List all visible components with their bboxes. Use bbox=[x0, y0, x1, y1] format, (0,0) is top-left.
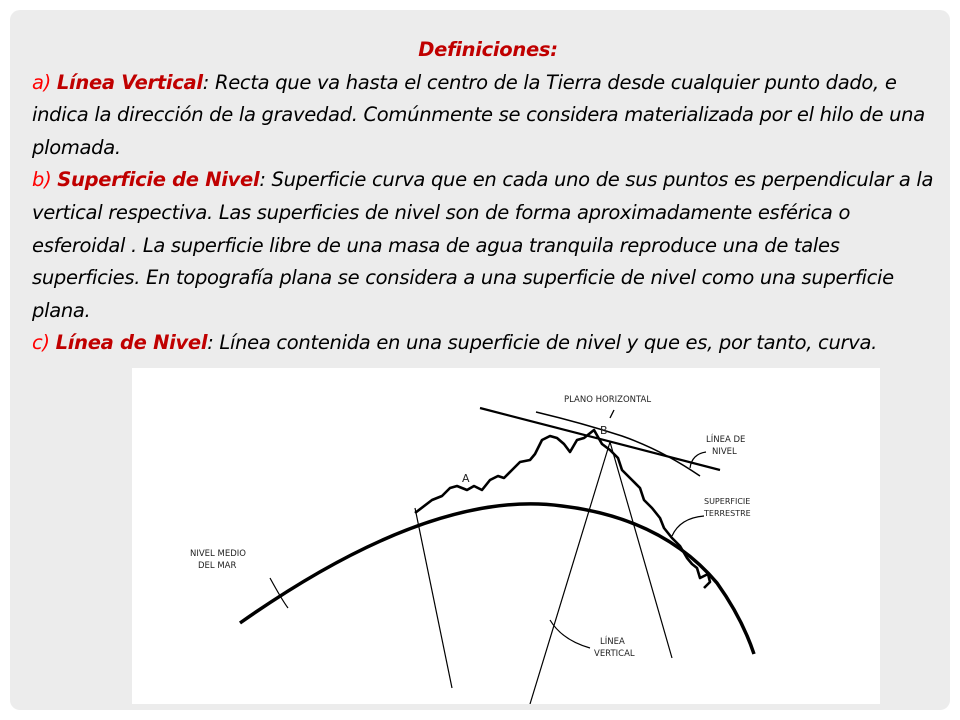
terrain-surface bbox=[415, 430, 710, 588]
definition-b-body: Superficie curva que en cada uno de sus puntos es perpendicular a la vertical respectiva. Las superficies de nivel son de forma aproximadamente esférica o esferoidal . La superficie libre de una masa de agua tranquila reproduce una de tales superficies. En topografía plana se considera a una superficie de nivel como una superficie plana. bbox=[32, 168, 934, 322]
definition-c-body: Línea contenida en una superficie de nivel y que es, por tanto, curva. bbox=[219, 331, 878, 355]
slide-title: Definiciones: bbox=[418, 38, 558, 61]
diagram-svg bbox=[132, 368, 880, 704]
slide bbox=[10, 10, 950, 710]
label-plano-horizontal: PLANO HORIZONTAL bbox=[564, 395, 652, 405]
definition-a-letter: a) bbox=[32, 70, 51, 94]
label-superficie-2: TERRESTRE bbox=[704, 509, 751, 518]
definition-b bbox=[32, 164, 944, 327]
definition-b-letter: b) bbox=[32, 168, 52, 192]
label-linea-de-nivel-2: NIVEL bbox=[712, 447, 737, 457]
level-surface-diagram bbox=[132, 368, 880, 704]
plane-tick bbox=[610, 410, 614, 418]
label-nivel-medio-2: DEL MAR bbox=[198, 561, 237, 571]
label-linea-vertical-1: LÍNEA bbox=[600, 637, 625, 647]
definition-a-separator: : bbox=[202, 70, 210, 94]
definition-c bbox=[32, 327, 944, 360]
definitions-text bbox=[32, 34, 944, 360]
label-point-b: B bbox=[600, 424, 608, 437]
vertical-line-b-outer bbox=[610, 442, 672, 658]
definition-c-letter: c) bbox=[32, 331, 50, 355]
vertical-line-a bbox=[415, 508, 452, 688]
label-point-a: A bbox=[462, 472, 470, 485]
definition-b-term: Superficie de Nivel bbox=[57, 168, 260, 192]
label-superficie-1: SUPERFICIE bbox=[704, 497, 751, 506]
definition-a-body: Recta que va hasta el centro de la Tierra desde cualquier punto dado, e indica la dirección de la gravedad. Comúnmente se considera materializada por el hilo de una plomada. bbox=[32, 70, 925, 159]
definition-a-term: Línea Vertical bbox=[56, 70, 203, 94]
vertical-line-b bbox=[530, 442, 610, 704]
definition-b-separator: : bbox=[259, 168, 266, 192]
definition-c-separator: : bbox=[207, 331, 214, 355]
label-linea-vertical-2: VERTICAL bbox=[594, 649, 635, 659]
leader-vertical bbox=[550, 620, 590, 648]
definition-c-term: Línea de Nivel bbox=[55, 331, 208, 355]
label-nivel-medio-1: NIVEL MEDIO bbox=[190, 549, 246, 559]
leader-terrain bbox=[672, 516, 704, 536]
label-linea-de-nivel-1: LÍNEA DE bbox=[706, 435, 746, 445]
sea-level-arc bbox=[240, 504, 754, 654]
definition-a bbox=[32, 67, 944, 165]
